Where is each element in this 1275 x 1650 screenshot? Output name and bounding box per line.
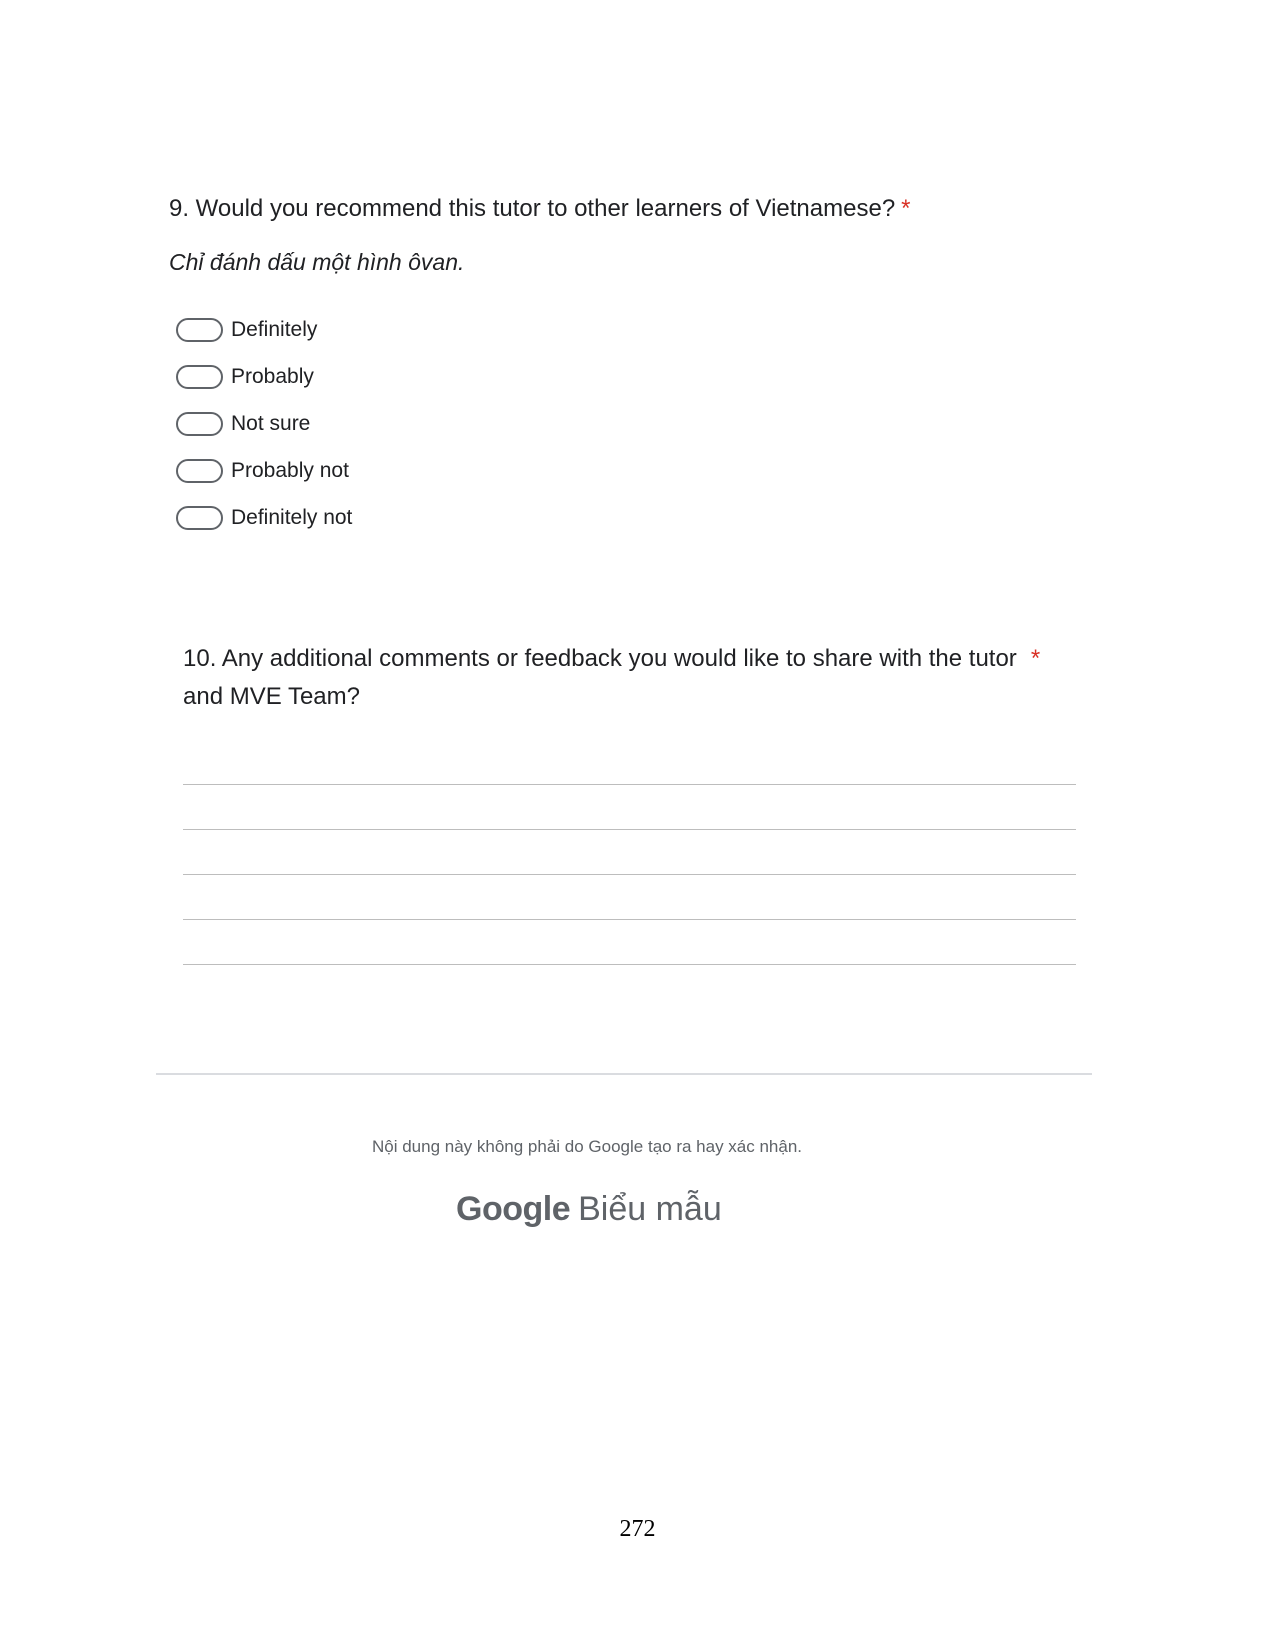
option-label: Probably (231, 364, 314, 388)
option-not-sure[interactable] (176, 400, 1069, 447)
required-asterisk: * (901, 195, 911, 222)
brand-google: Google (456, 1190, 571, 1228)
option-definitely[interactable] (176, 306, 1069, 353)
question-9-hint: Chỉ đánh dấu một hình ôvan. (169, 249, 465, 275)
answer-line[interactable] (183, 829, 1076, 830)
answer-area[interactable] (183, 784, 1076, 1009)
option-probably-not[interactable] (176, 447, 1069, 494)
question-9-title-text: 9. Would you recommend this tutor to other learners of Vietnamese? (169, 195, 896, 222)
question-10-title-line-1 (183, 640, 1083, 678)
question-10-title-text-1: 10. Any additional comments or feedback you would like to share with the tutor (183, 645, 1017, 672)
question-10-title (183, 640, 1083, 716)
google-disclaimer: Nội dung này không phải do Google tạo ra hay xác nhận. (371, 1137, 803, 1156)
required-asterisk: * (1030, 645, 1041, 672)
brand-product: Biểu mẫu (578, 1190, 722, 1228)
question-10 (183, 640, 1083, 716)
oval-radio[interactable] (176, 365, 223, 389)
option-label: Definitely (231, 317, 318, 341)
question-9 (169, 191, 1069, 541)
question-10-title-line-2: and MVE Team? (183, 683, 360, 710)
oval-radio[interactable] (176, 318, 223, 342)
option-probably[interactable] (176, 353, 1069, 400)
option-label: Not sure (231, 411, 311, 435)
oval-radio[interactable] (176, 412, 223, 436)
oval-radio[interactable] (176, 506, 223, 530)
footer-divider (156, 1073, 1092, 1075)
answer-line[interactable] (183, 964, 1076, 965)
option-definitely-not[interactable] (176, 494, 1069, 541)
option-label: Definitely not (231, 505, 353, 529)
google-forms-logo (456, 1190, 722, 1229)
answer-line[interactable] (183, 919, 1076, 920)
option-label: Probably not (231, 458, 349, 482)
answer-line[interactable] (183, 874, 1076, 875)
answer-line[interactable] (183, 784, 1076, 785)
page-number: 272 (619, 1516, 656, 1542)
question-9-options (176, 306, 1069, 541)
oval-radio[interactable] (176, 459, 223, 483)
question-9-title (169, 191, 1069, 227)
